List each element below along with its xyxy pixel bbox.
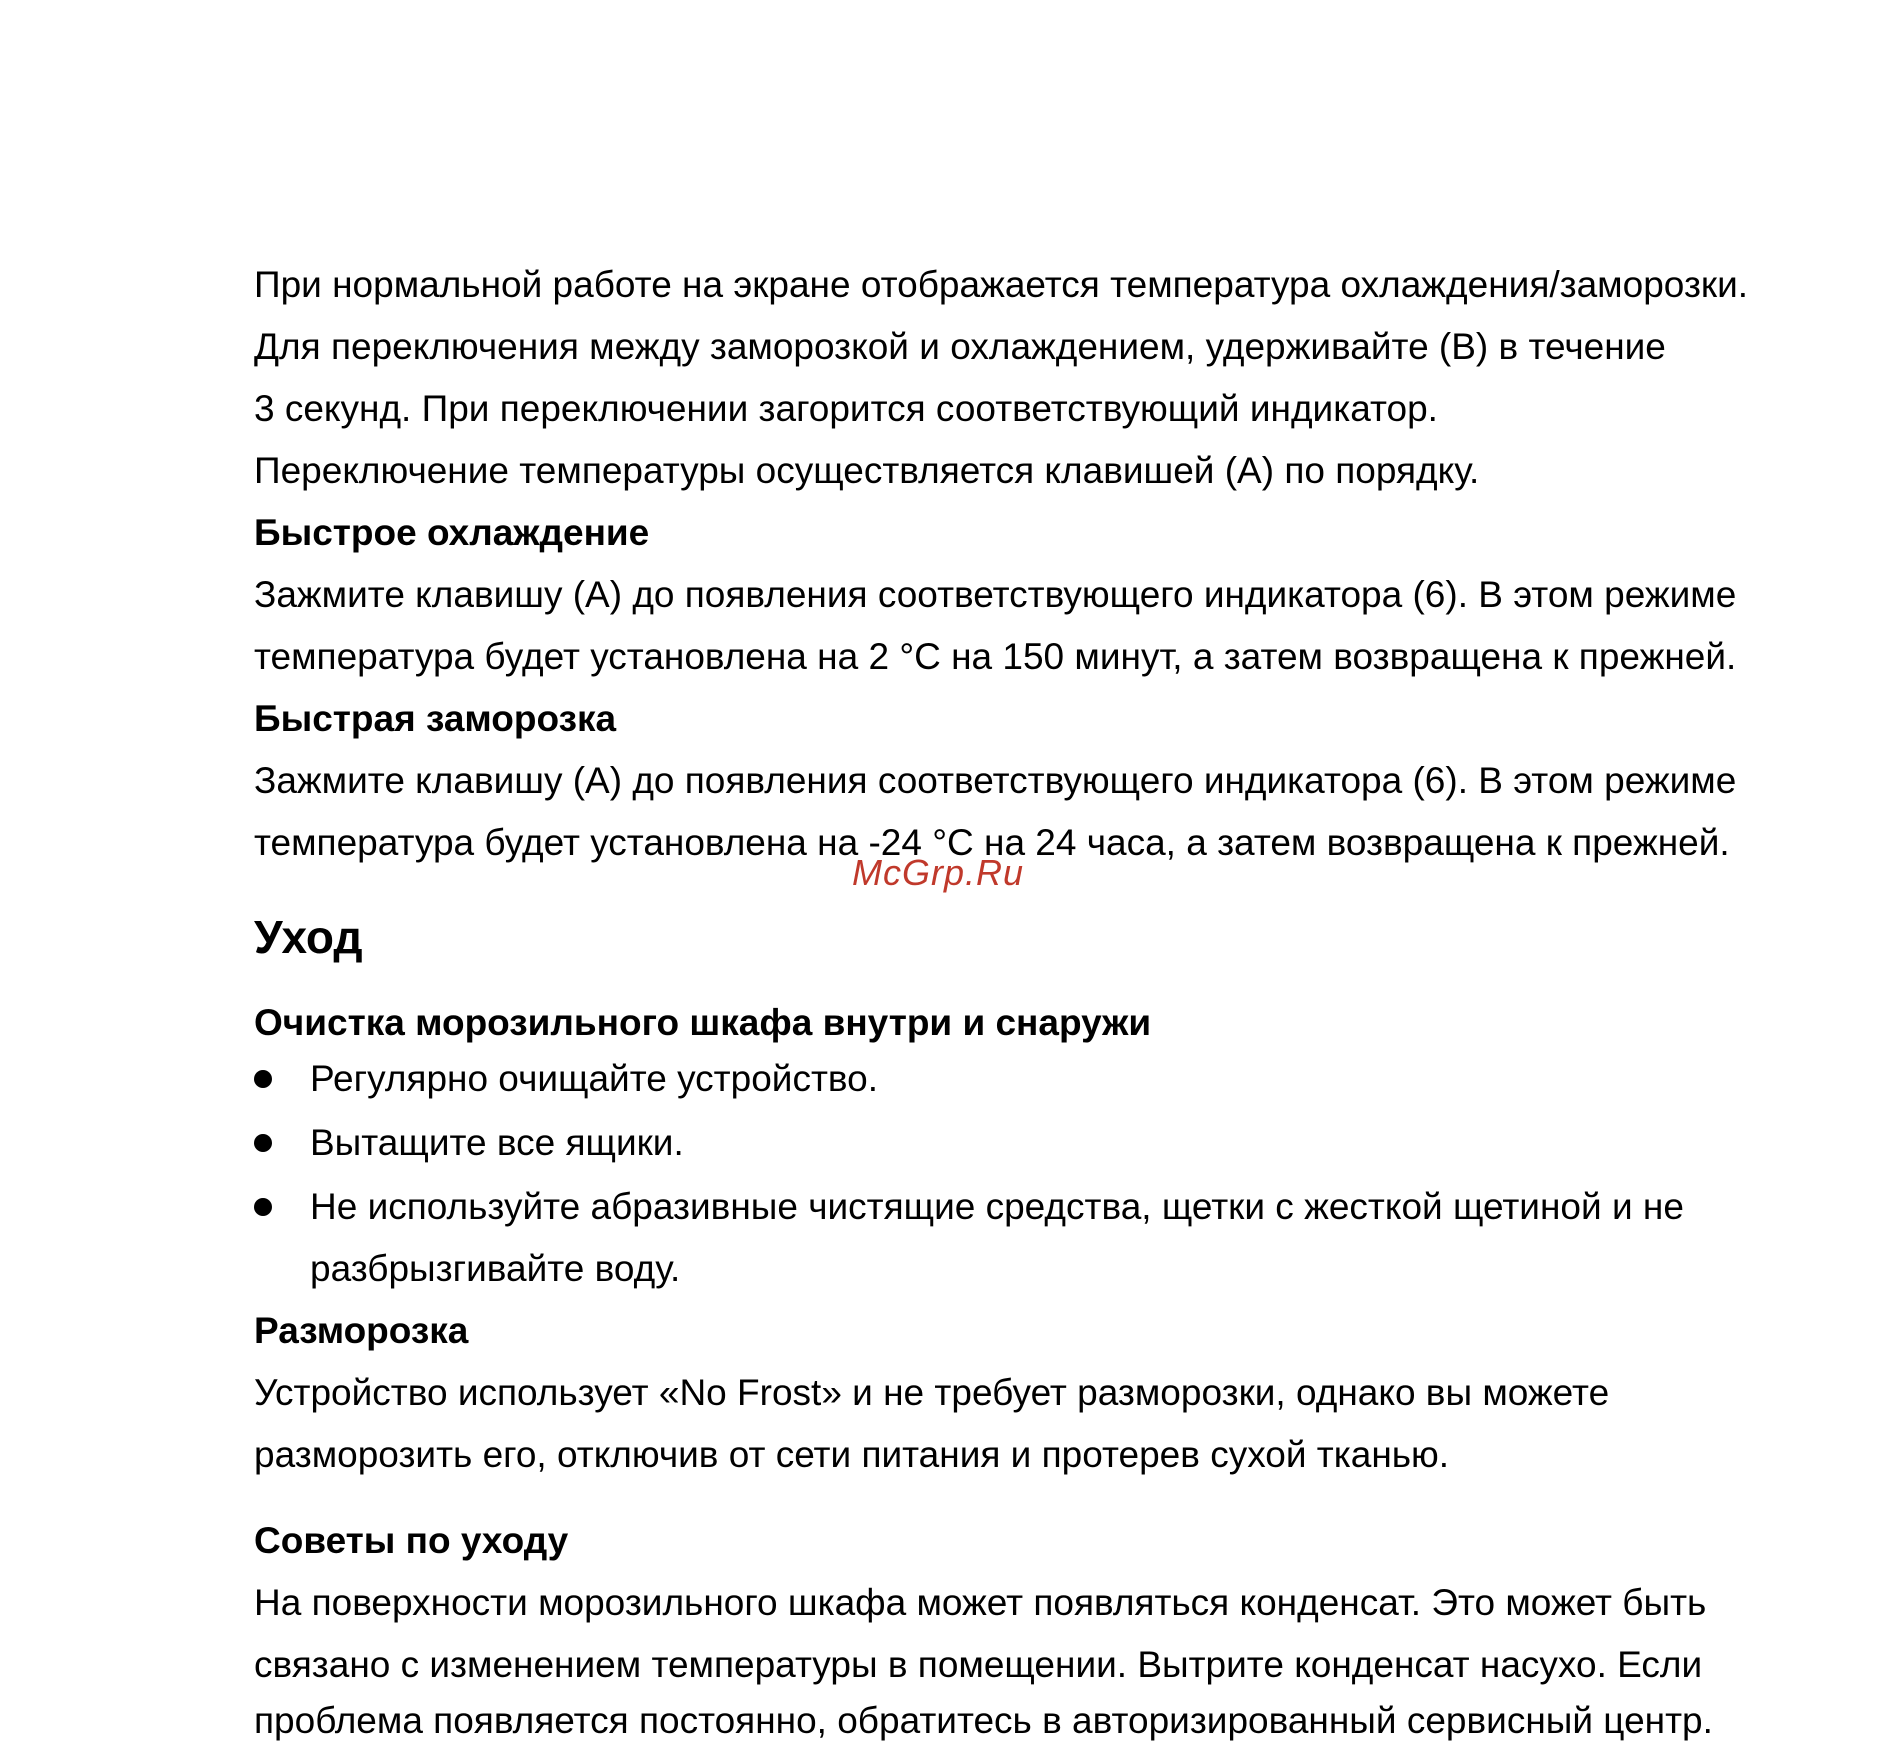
tips-heading: Советы по уходу <box>254 1520 569 1561</box>
cleaning-bullet-2: Вытащите все ящики. <box>310 1122 684 1163</box>
fast-cool-heading: Быстрое охлаждение <box>254 512 650 553</box>
cleaning-bullet-3-continuation: разбрызгивайте воду. <box>310 1248 681 1289</box>
tips-line-2: связано с изменением температуры в помещении. Вытрите конденсат насухо. Если <box>254 1644 1703 1685</box>
fast-freeze-heading: Быстрая заморозка <box>254 698 617 739</box>
defrost-line-1: Устройство использует «No Frost» и не требует разморозки, однако вы можете <box>254 1372 1610 1413</box>
bullet-dot-3 <box>254 1198 272 1216</box>
fast-freeze-line-1: Зажмите клавишу (А) до появления соответствующего индикатора (6). В этом режиме <box>254 760 1737 801</box>
watermark: McGrp.Ru <box>852 852 1025 893</box>
fast-cool-line-2: температура будет установлена на 2 °С на 150 минут, а затем возвращена к прежней. <box>254 636 1737 677</box>
intro-line-3: 3 секунд. При переключении загорится соответствующий индикатор. <box>254 388 1438 429</box>
tips-line-3: проблема появляется постоянно, обратитесь в авторизированный сервисный центр. <box>254 1700 1713 1741</box>
bullet-dot-1 <box>254 1070 272 1088</box>
cleaning-bullet-1: Регулярно очищайте устройство. <box>310 1058 878 1099</box>
cleaning-heading: Очистка морозильного шкафа внутри и снаружи <box>254 1002 1152 1043</box>
intro-line-1: При нормальной работе на экране отображается температура охлаждения/заморозки. <box>254 264 1749 305</box>
bullet-dot-2 <box>254 1134 272 1152</box>
cleaning-bullet-3: Не используйте абразивные чистящие средства, щетки с жесткой щетиной и не <box>310 1186 1684 1227</box>
care-title: Уход <box>254 911 363 963</box>
intro-line-2: Для переключения между заморозкой и охлаждением, удерживайте (В) в течение <box>254 326 1666 367</box>
intro-line-4: Переключение температуры осуществляется клавишей (А) по порядку. <box>254 450 1480 491</box>
fast-freeze-line-2: температура будет установлена на -24 °С на 24 часа, а затем возвращена к прежней. <box>254 822 1730 863</box>
defrost-line-2: разморозить его, отключив от сети питания и протерев сухой тканью. <box>254 1434 1450 1475</box>
defrost-heading: Разморозка <box>254 1310 469 1351</box>
fast-cool-line-1: Зажмите клавишу (А) до появления соответствующего индикатора (6). В этом режиме <box>254 574 1737 615</box>
tips-line-1: На поверхности морозильного шкафа может появляться конденсат. Это может быть <box>254 1582 1707 1623</box>
